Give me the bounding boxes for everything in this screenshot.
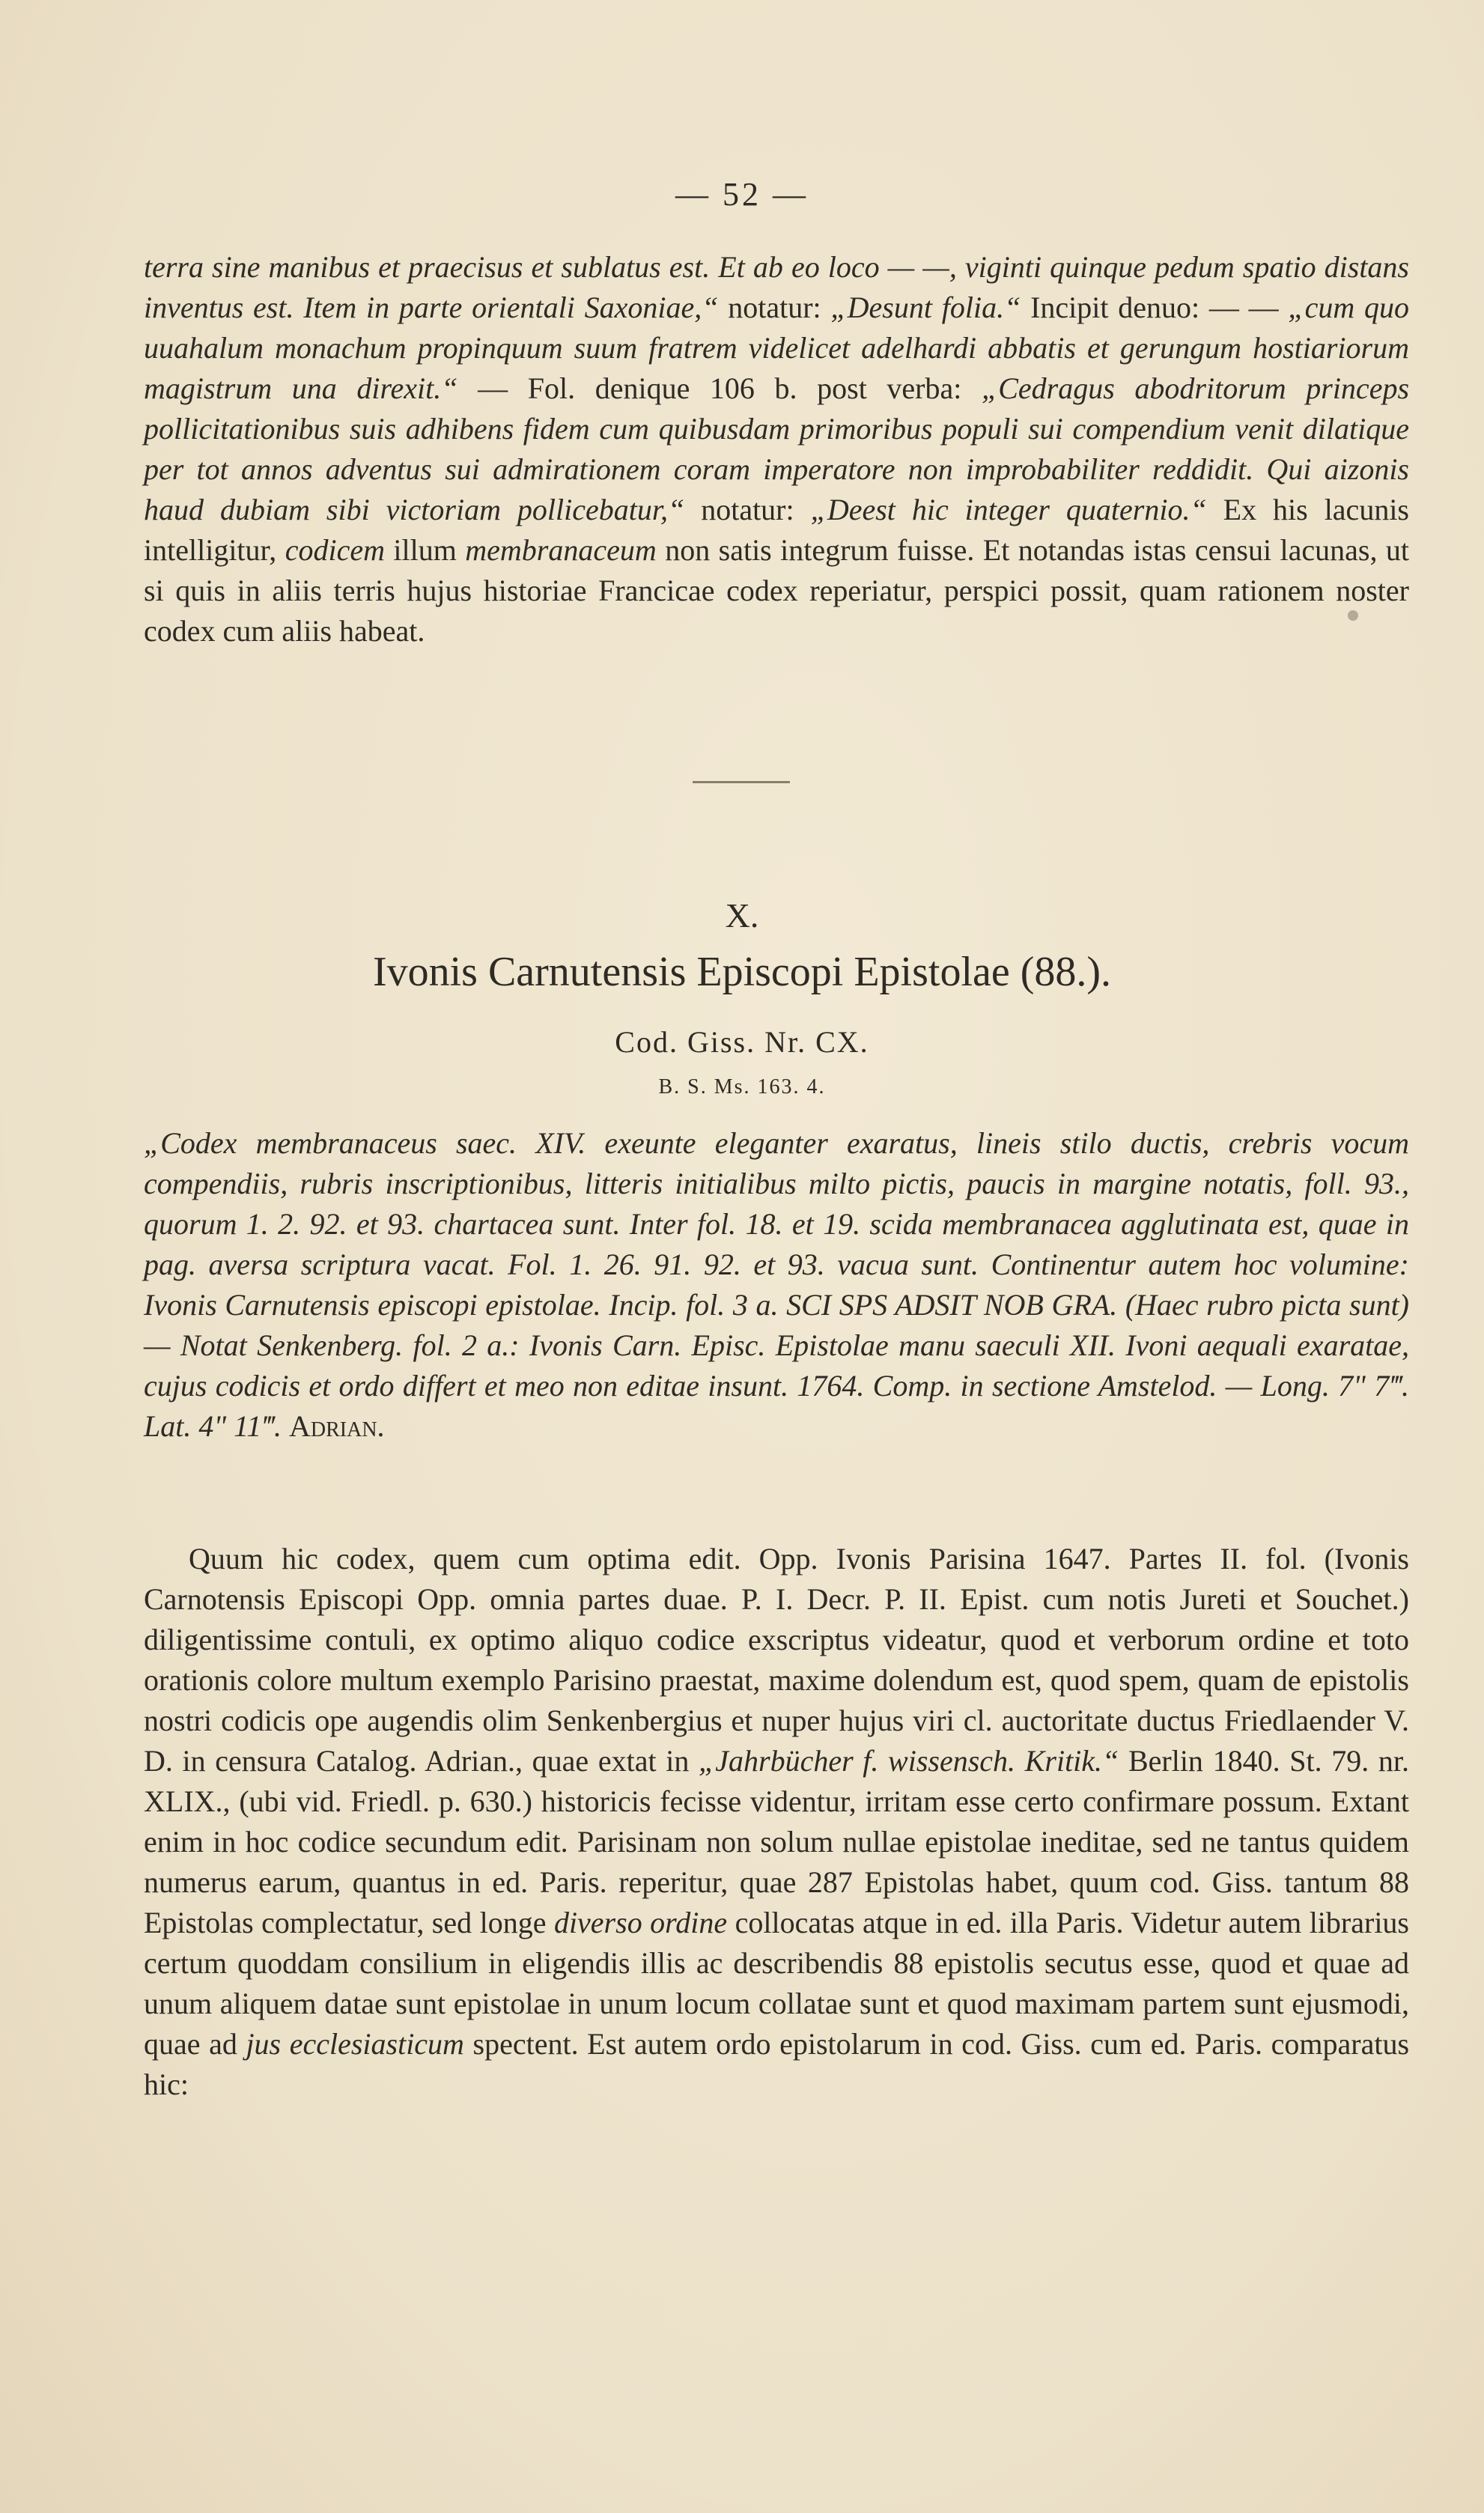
text-italic: terra sine manibus et praecisus et sublatus est. Et ab eo loco — —, viginti quinque pedum spatio distans inventus est. Item in parte orientali Saxoniae,“ <box>144 250 1409 324</box>
catalog-quote <box>144 1123 1409 1447</box>
codex-reference: Cod. Giss. Nr. CX. <box>615 1025 869 1059</box>
text: Berlin 1840. St. 79. nr. XLIX., (ubi vid. Friedl. p. 630.) historicis fecisse videntur, irritam esse certo confirmare possum. Extant enim in hoc codice secundum edit. Parisinam non solum nullae epistolae ineditae, sed ne tantus quidem numerus earum, quantus in ed. Paris. reperitur, quae 287 Epistolas habet, quum cod. Giss. tantum 88 Epistolas complectatur, sed longe <box>144 1744 1410 1939</box>
quote: „Cedragus abodritorum princeps pollicitationibus suis adhibens fidem cum quibusdam primoribus populi sui compendium venit dilatique per tot annos adventus sui admirationem coram imperatore non improbabiliter reddidit. Qui aizonis haud dubiam sibi victoriam pollicebatur,“ <box>144 371 1410 526</box>
text: Incipit denuo: — — <box>1021 291 1289 324</box>
text: Ex his lacunis intelligitur, <box>144 493 1409 567</box>
text: spectent. Est autem ordo epistolarum in cod. Giss. cum ed. Paris. comparatus hic: <box>144 2027 1410 2101</box>
text: illum <box>384 533 466 567</box>
catalog-quote-text: „Codex membranaceus saec. XIV. exeunte eleganter exaratus, lineis stilo ductis, crebris vocum compendiis, rubris inscriptionibus, litteris initialibus milto pictis, paucis in margine notatis, foll. 93., quorum 1. 2. 92. et 93. chartacea sunt. Inter fol. 18. et 19. scida membranacea agglutinata est, quae in pag. aversa scriptura vacat. Fol. 1. 26. 91. 92. et 93. vacua sunt. Continentur autem hoc volumine: Ivonis Carnutensis episcopi epistolae. Incip. fol. 3 a. SCI SPS ADSIT NOB GRA. (Haec rubro picta sunt) — Notat Senkenberg. fol. 2 a.: Ivonis Carn. Episc. Epistolae manu saeculi XII. Ivoni aequali exaratae, cujus codicis et ordo differt et meo non editae insunt. 1764. Comp. in sectione Amstelod. — Long. 7" 7‴. Lat. 4" 11‴. <box>144 1126 1409 1443</box>
text-italic: diverso ordine <box>553 1906 728 1939</box>
text-italic: membranaceum <box>465 533 657 567</box>
quote: „cum quo uuahalum monachum propinquum suum fratrem videlicet adelhardi abbatis et gerungum hostiariorum magistrum una direxit.“ <box>144 291 1409 405</box>
library-stamp-dot <box>1348 610 1358 621</box>
shelfmark: B. S. Ms. 163. 4. <box>658 1075 826 1099</box>
separator-rule <box>693 781 790 783</box>
text: non satis integrum fuisse. Et notandas istas censui lacunas, ut si quis in aliis terris hujus historiae Francicae codex reperiatur, perspici possit, quam rationem noster codex cum aliis habeat. <box>144 533 1410 648</box>
quote: „Desunt folia.“ <box>830 291 1021 324</box>
top-paragraph <box>144 247 1409 651</box>
text: notatur: <box>718 291 831 324</box>
catalog-author: Adrian. <box>288 1409 385 1443</box>
quote: „Deest hic integer quaternio.“ <box>810 493 1207 526</box>
text: notatur: <box>684 493 811 526</box>
page-number: — 52 — <box>675 176 809 213</box>
main-paragraph <box>144 1539 1409 2105</box>
journal-title: „Jahrbücher f. wissensch. Kritik.“ <box>699 1744 1119 1778</box>
section-title: Ivonis Carnutensis Episcopi Epistolae (88.). <box>372 949 1112 995</box>
text: Quum hic codex, quem cum optima edit. Opp. Ivonis Parisina 1647. Partes II. fol. (Ivonis Carnotensis Episcopi Opp. omnia partes duae. P. I. Decr. P. II. Epist. cum notis Jureti et Souchet.) diligentissime contuli, ex optimo aliquo codice exscriptus videatur, quod et verborum ordine et toto orationis colore multum exemplo Parisino praestat, maxime dolendum est, quod spem, quam de epistolis nostri codicis ope augendis olim Senkenbergius et nuper hujus viri cl. auctoritate ductus Friedlaender V. D. in censura Catalog. Adrian., quae extat in <box>144 1542 1409 1778</box>
text: collocatas atque in ed. illa Paris. Videtur autem librarius certum quoddam consilium in eligendis illis ac describendis 88 epistolis secutus esse, quod et quae ad unum aliquem datae sunt epistolae in unum locum collatae sunt et quod maximam partem sunt ejusmodi, quae ad <box>144 1906 1409 2061</box>
text: — Fol. denique 106 b. post verba: <box>457 371 982 405</box>
text-italic: codicem <box>285 533 385 567</box>
text-italic: jus ecclesiasticum <box>246 2027 464 2061</box>
section-number: X. <box>725 896 759 935</box>
